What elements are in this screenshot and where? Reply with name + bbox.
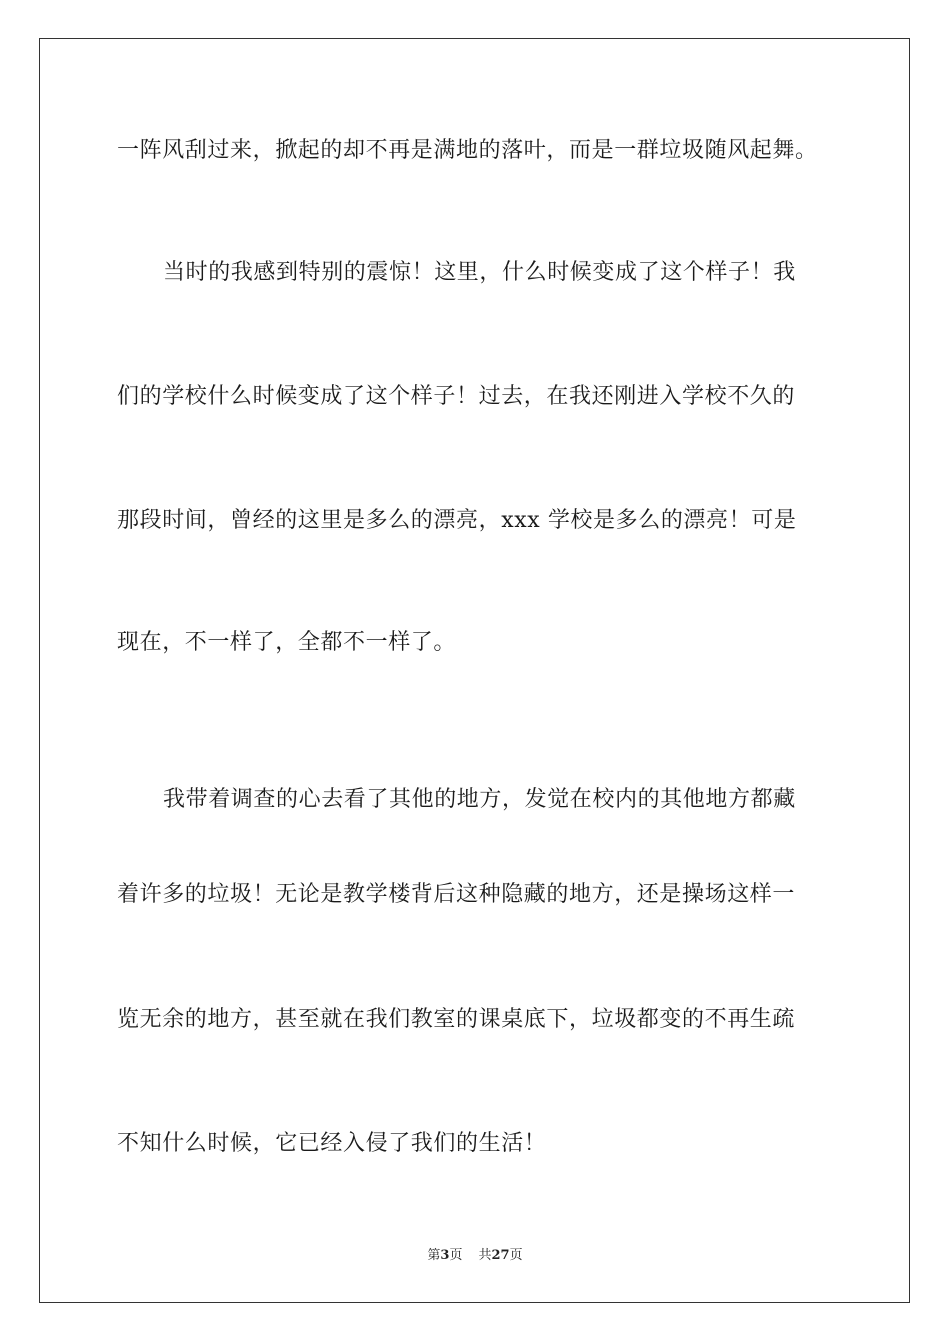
text-line-7: 着许多的垃圾！无论是教学楼背后这种隐藏的地方，还是操场这样一 [117,882,796,907]
page-suffix: 页 [449,1248,463,1263]
text-line-8: 览无余的地方，甚至就在我们教室的课桌底下，垃圾都变的不再生疏 [117,1007,796,1032]
text-line-6: 我带着调查的心去看了其他的地方，发觉在校内的其他地方都藏 [163,787,796,812]
text-line-4: 那段时间，曾经的这里是多么的漂亮，xxx 学校是多么的漂亮！可是 [117,508,797,533]
text-line-3: 们的学校什么时候变成了这个样子！过去，在我还刚进入学校不久的 [117,384,796,409]
total-suffix: 页 [509,1248,523,1263]
text-line-1: 一阵风刮过来，掀起的却不再是满地的落叶，而是一群垃圾随风起舞。 [117,138,818,163]
text-line-5: 现在，不一样了，全都不一样了。 [117,630,457,655]
text-line-2: 当时的我感到特别的震惊！这里，什么时候变成了这个样子！我 [163,260,796,285]
page-prefix: 第 [427,1248,441,1263]
total-prefix: 共 [478,1248,492,1263]
page-footer [0,1247,950,1265]
page-number: 3 [440,1248,450,1263]
text-line-9: 不知什么时候，它已经入侵了我们的生活！ [117,1131,547,1156]
total-pages: 27 [491,1248,510,1263]
page-border [39,38,910,1303]
